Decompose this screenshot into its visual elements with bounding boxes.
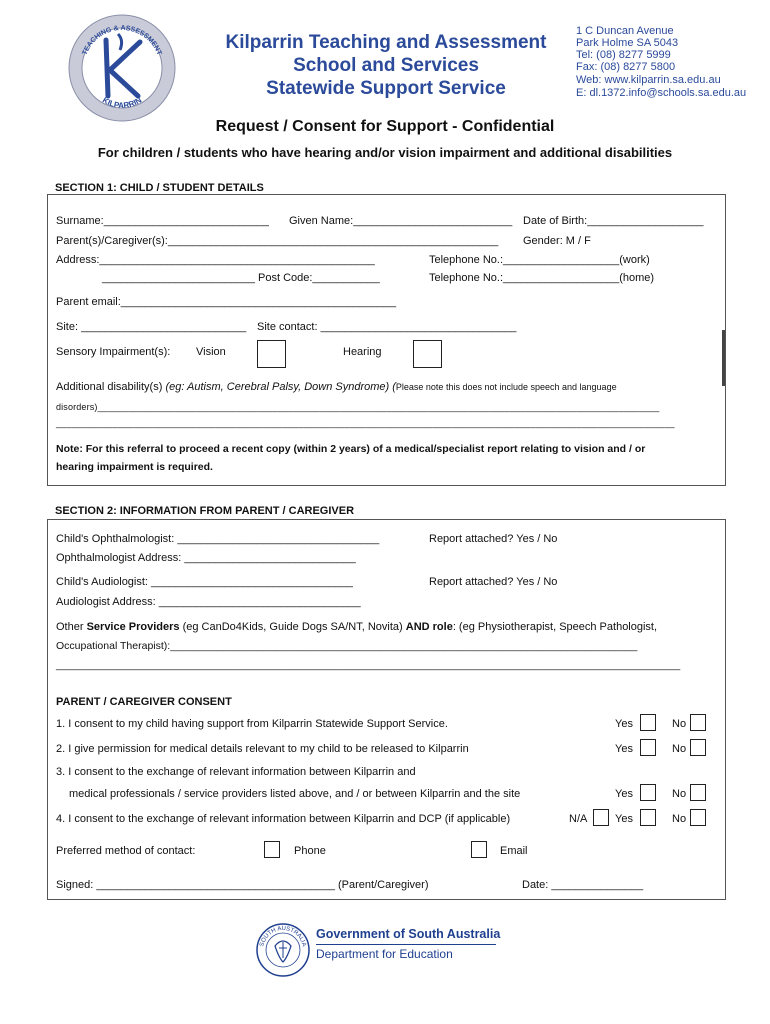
additional-blank-line[interactable]: ________________________________________________________________________________________________________________________ [56, 418, 675, 428]
consent-3-yes-label: Yes [615, 788, 633, 800]
consent-4-no-checkbox[interactable] [690, 809, 706, 826]
consent-3-no-checkbox[interactable] [690, 784, 706, 801]
consent-3-text-line2: medical professionals / service providers listed above, and / or between Kilparrin and the site [69, 788, 521, 800]
other-providers-label: Other Service Providers (eg CanDo4Kids, Guide Dogs SA/NT, Novita) AND role: (eg Physiotherapist, Speech Pathologist, [56, 621, 658, 633]
phone-checkbox[interactable] [264, 841, 280, 858]
phone-label: Phone [294, 845, 326, 857]
email-line[interactable]: E: dl.1372.info@schools.sa.edu.au [576, 87, 747, 99]
phone-line: Tel: (08) 8277 5999 [576, 49, 671, 61]
crest-text: SOUTH AUSTRALIA [259, 925, 307, 948]
consent-4-na-checkbox[interactable] [593, 809, 609, 826]
address-line: 1 C Duncan Avenue [576, 25, 674, 37]
ophthalmologist-address-field[interactable]: Ophthalmologist Address: ____________________________ [56, 552, 356, 564]
occupational-field[interactable]: Occupational Therapist):________________________________________________________________________________ [56, 640, 638, 652]
ophthalmologist-field[interactable]: Child's Ophthalmologist: _________________________________ [56, 533, 380, 545]
audiologist-address-field[interactable]: Audiologist Address: _________________________________ [56, 596, 361, 608]
consent-1-yes-checkbox[interactable] [640, 714, 656, 731]
consent-4-na-label: N/A [569, 813, 588, 825]
additional-disability-label: Additional disability(s) (eg: Autism, Cerebral Palsy, Down Syndrome) (Please note this does not include speech and language [56, 381, 617, 393]
department-name: Department for Education [316, 947, 453, 961]
note-line2: hearing impairment is required. [56, 461, 213, 473]
disorders-field[interactable]: disorders)_____________________________________________________________________________________________________________ [56, 402, 660, 412]
sa-government-crest [255, 922, 311, 978]
preferred-contact-label: Preferred method of contact: [56, 845, 196, 857]
hearing-checkbox[interactable] [413, 340, 442, 368]
consent-2-no-checkbox[interactable] [690, 739, 706, 756]
consent-4-yes-label: Yes [615, 813, 633, 825]
email-checkbox[interactable] [471, 841, 487, 858]
consent-4-no-label: No [672, 813, 687, 825]
web-line[interactable]: Web: www.kilparrin.sa.edu.au [576, 74, 721, 86]
consent-1-no-label: No [672, 718, 687, 730]
consent-3-yes-checkbox[interactable] [640, 784, 656, 801]
form-title: Request / Consent for Support - Confidential [215, 118, 555, 135]
parents-field[interactable]: Parent(s)/Caregiver(s):______________________________________________________ [56, 235, 499, 247]
consent-2-yes-label: Yes [615, 743, 633, 755]
consent-1-yes-label: Yes [615, 718, 633, 730]
audiologist-field[interactable]: Child's Audiologist: _________________________________ [56, 576, 353, 588]
consent-3-no-label: No [672, 788, 687, 800]
form-subtitle: For children / students who have hearing and/or vision impairment and additional disabilities [97, 145, 673, 160]
org-name-line1: Kilparrin Teaching and Assessment [225, 32, 547, 53]
org-name-line3: Statewide Support Service [266, 78, 506, 99]
tel-home-field[interactable]: Telephone No.:___________________(home) [429, 272, 655, 284]
consent-1-text: 1. I consent to my child having support from Kilparrin Statewide Support Service. [56, 718, 448, 730]
vision-checkbox[interactable] [257, 340, 286, 368]
consent-3-text-line1: 3. I consent to the exchange of relevant information between Kilparrin and [56, 766, 416, 778]
note-line1: Note: For this referral to proceed a recent copy (within 2 years) of a medical/specialist report relating to vision and / or [56, 443, 646, 455]
vision-label: Vision [196, 346, 226, 358]
logo-bottom-text: KILPARRIN [100, 95, 144, 111]
consent-4-text: 4. I consent to the exchange of relevant information between Kilparrin and DCP (if applicable) [56, 813, 511, 825]
consent-heading: PARENT / CAREGIVER CONSENT [56, 696, 232, 708]
address-field[interactable]: Address:_____________________________________________ [56, 254, 375, 266]
given-name-field[interactable]: Given Name:__________________________ [289, 215, 513, 227]
parent-email-field[interactable]: Parent email:_____________________________________________ [56, 296, 397, 308]
consent-1-no-checkbox[interactable] [690, 714, 706, 731]
consent-4-yes-checkbox[interactable] [640, 809, 656, 826]
fax-line: Fax: (08) 8277 5800 [576, 61, 676, 73]
signature-field[interactable]: Signed: _______________________________________ (Parent/Caregiver) [56, 879, 429, 891]
consent-2-yes-checkbox[interactable] [640, 739, 656, 756]
providers-blank-line[interactable]: __________________________________________________________________________________________________________ [56, 659, 681, 671]
postcode-field[interactable]: _________________________ Post Code:___________ [102, 272, 380, 284]
scroll-marker [722, 330, 725, 386]
kilparrin-logo [66, 12, 178, 124]
section2-heading: SECTION 2: INFORMATION FROM PARENT / CAREGIVER [55, 505, 355, 517]
tel-work-field[interactable]: Telephone No.:___________________(work) [429, 254, 650, 266]
site-field[interactable]: Site: ___________________________ [56, 321, 247, 333]
sensory-label: Sensory Impairment(s): [56, 346, 171, 358]
address-line: Park Holme SA 5043 [576, 37, 679, 49]
government-name: Government of South Australia [316, 927, 501, 941]
section1-heading: SECTION 1: CHILD / STUDENT DETAILS [55, 182, 264, 194]
surname-field[interactable]: Surname:___________________________ [56, 215, 269, 227]
report-attached-audio[interactable]: Report attached? Yes / No [429, 576, 558, 588]
footer-divider [316, 944, 496, 945]
site-contact-field[interactable]: Site contact: ________________________________ [257, 321, 517, 333]
org-name-line2: School and Services [293, 55, 479, 76]
gender-field[interactable]: Gender: M / F [523, 235, 591, 247]
date-field[interactable]: Date: _______________ [522, 879, 644, 891]
logo-ring-text: TEACHING & ASSESSMENT [81, 24, 163, 57]
consent-2-text: 2. I give permission for medical details relevant to my child to be released to Kilparrin [56, 743, 469, 755]
report-attached-ophth[interactable]: Report attached? Yes / No [429, 533, 558, 545]
hearing-label: Hearing [343, 346, 382, 358]
email-label: Email [500, 845, 528, 857]
consent-2-no-label: No [672, 743, 687, 755]
dob-field[interactable]: Date of Birth:___________________ [523, 215, 704, 227]
